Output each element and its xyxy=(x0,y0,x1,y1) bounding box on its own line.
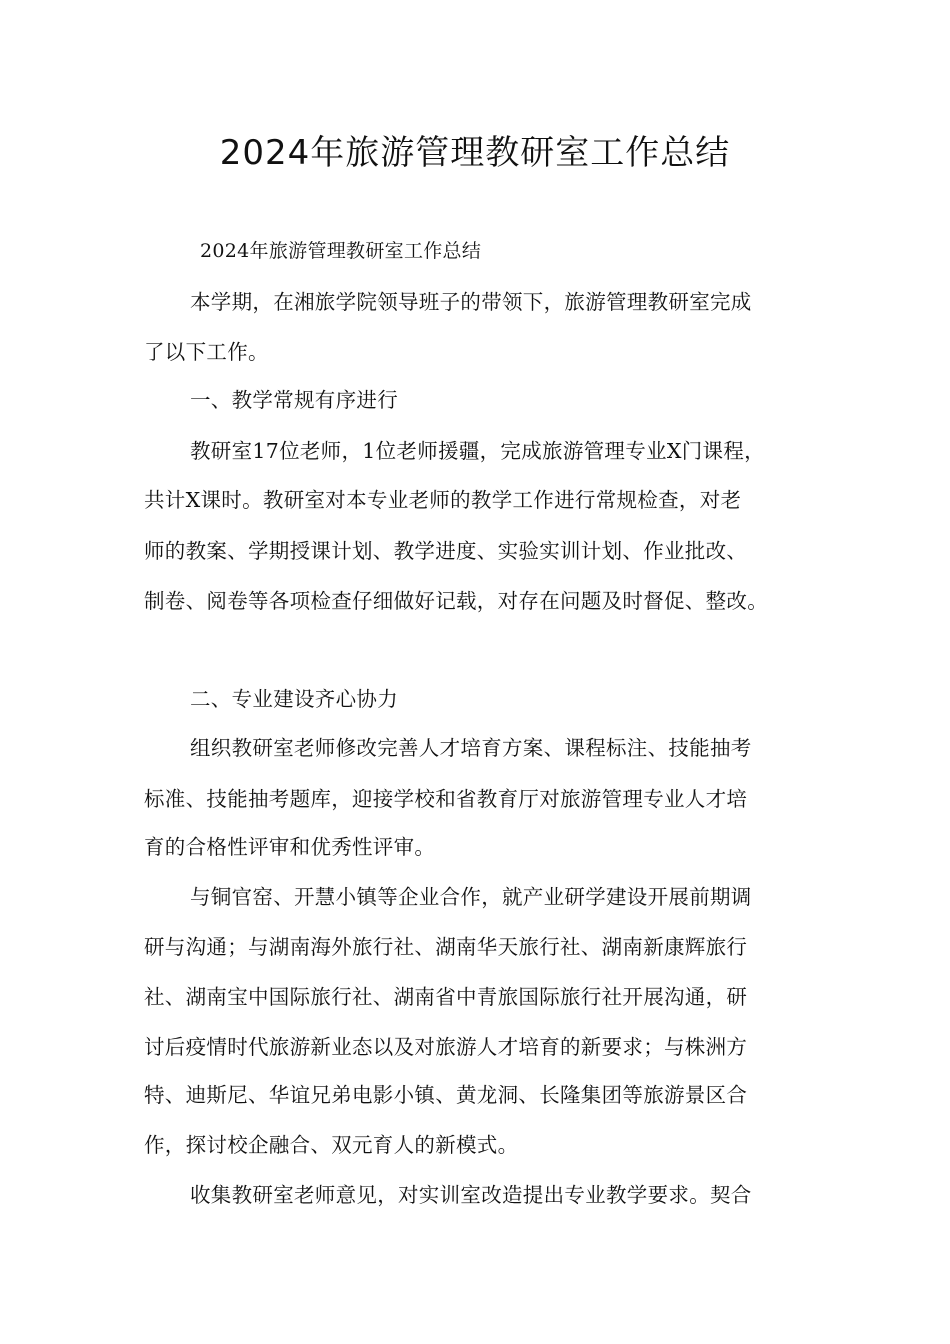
paragraph-intro-line-1: 本学期，在湘旅学院领导班子的带领下，旅游管理教研室完成 xyxy=(190,290,752,314)
paragraph-specialty-line-3: 育的合格性评审和优秀性评审。 xyxy=(144,835,436,859)
section-heading-teaching: 一、教学常规有序进行 xyxy=(190,388,398,412)
paragraph-teaching-line-3: 师的教案、学期授课计划、教学进度、实验实训计划、作业批改、 xyxy=(144,539,748,563)
paragraph-teaching-line-4: 制卷、阅卷等各项检查仔细做好记载，对存在问题及时督促、整改。 xyxy=(144,589,768,613)
document-title: 2024年旅游管理教研室工作总结 xyxy=(219,133,731,173)
paragraph-cooperation-line-2: 研与沟通；与湖南海外旅行社、湖南华天旅行社、湖南新康辉旅行 xyxy=(144,935,748,959)
document-subtitle: 2024年旅游管理教研室工作总结 xyxy=(200,240,482,262)
paragraph-teaching-line-2: 共计X课时。教研室对本专业老师的教学工作进行常规检查，对老 xyxy=(144,488,742,512)
paragraph-intro-line-2: 了以下工作。 xyxy=(144,340,269,364)
paragraph-cooperation-line-4: 讨后疫情时代旅游新业态以及对旅游人才培育的新要求；与株洲方 xyxy=(144,1035,748,1059)
paragraph-training-line-1: 收集教研室老师意见，对实训室改造提出专业教学要求。契合 xyxy=(190,1183,752,1207)
paragraph-cooperation-line-6: 作，探讨校企融合、双元育人的新模式。 xyxy=(144,1133,519,1157)
paragraph-cooperation-line-1: 与铜官窑、开慧小镇等企业合作，就产业研学建设开展前期调 xyxy=(190,885,752,909)
paragraph-teaching-line-1: 教研室17位老师，1位老师援疆，完成旅游管理专业X门课程， xyxy=(190,439,765,463)
section-heading-specialty: 二、专业建设齐心协力 xyxy=(190,687,398,711)
paragraph-specialty-line-2: 标准、技能抽考题库，迎接学校和省教育厅对旅游管理专业人才培 xyxy=(144,787,748,811)
paragraph-cooperation-line-5: 特、迪斯尼、华谊兄弟电影小镇、黄龙洞、长隆集团等旅游景区合 xyxy=(144,1083,748,1107)
paragraph-specialty-line-1: 组织教研室老师修改完善人才培育方案、课程标注、技能抽考 xyxy=(190,736,752,760)
paragraph-cooperation-line-3: 社、湖南宝中国际旅行社、湖南省中青旅国际旅行社开展沟通，研 xyxy=(144,985,748,1009)
